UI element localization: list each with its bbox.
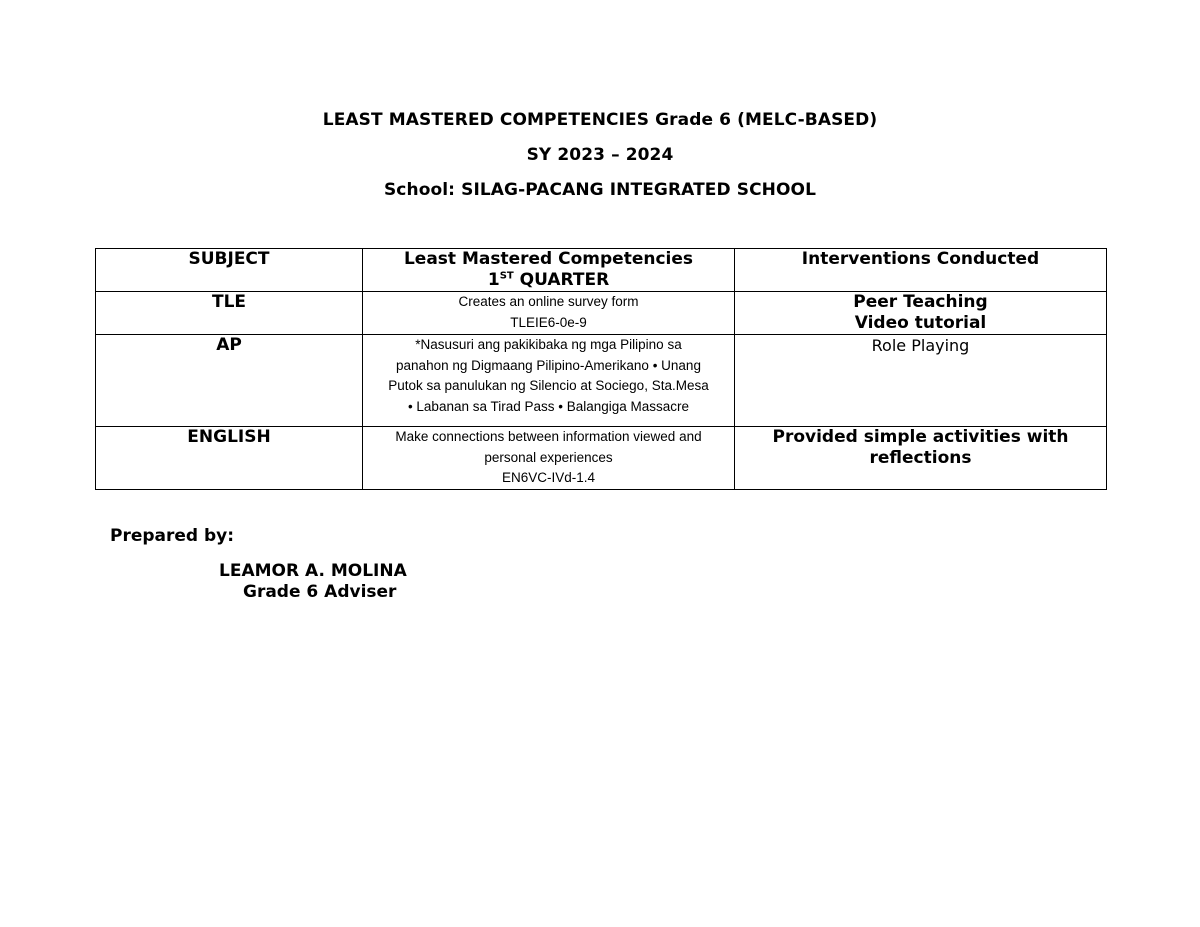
signer-role: Grade 6 Adviser xyxy=(243,582,397,602)
competency-cell xyxy=(363,335,735,427)
header-interventions-label: Interventions Conducted xyxy=(801,249,1040,269)
intervention-line: Video tutorial xyxy=(854,313,987,333)
competency-cell xyxy=(363,292,735,335)
competency-cell xyxy=(363,427,735,490)
intervention-cell xyxy=(735,292,1107,335)
competency-line: *Nasusuri ang pakikibaka ng mga Pilipino sa xyxy=(415,337,682,352)
competency-line: Creates an online survey form xyxy=(458,294,639,309)
quarter-word: QUARTER xyxy=(519,270,610,290)
header-competencies xyxy=(363,249,735,292)
signer-name: LEAMOR A. MOLINA xyxy=(219,561,407,581)
intervention-cell: Role Playing xyxy=(735,335,1107,427)
intervention-line: Provided simple activities with xyxy=(772,427,1069,447)
competency-code: EN6VC-IVd-1.4 xyxy=(501,470,596,485)
subject-cell: AP xyxy=(96,335,363,427)
intervention-cell xyxy=(735,427,1107,490)
quarter-ordinal: ST xyxy=(499,270,514,282)
table-row xyxy=(96,335,1107,427)
intervention-line: reflections xyxy=(869,448,972,468)
header-subject-label: SUBJECT xyxy=(188,249,270,269)
header-interventions xyxy=(735,249,1107,292)
table-row xyxy=(96,427,1107,490)
school-name: School: SILAG-PACANG INTEGRATED SCHOOL xyxy=(383,180,817,200)
competency-line: panahon ng Digmaang Pilipino-Amerikano • Unang xyxy=(396,357,701,373)
subject-cell: ENGLISH xyxy=(96,427,363,490)
document-title: LEAST MASTERED COMPETENCIES Grade 6 (MELC-BASED) xyxy=(322,110,878,130)
quarter-number: 1 xyxy=(487,270,500,290)
prepared-by-label: Prepared by: xyxy=(110,526,235,546)
header-subject xyxy=(96,249,363,292)
intervention-line: Peer Teaching xyxy=(853,292,988,312)
header-competencies-label: Least Mastered Competencies xyxy=(403,249,694,269)
competency-line: personal experiences xyxy=(484,449,613,465)
table-row xyxy=(96,292,1107,335)
competencies-table xyxy=(95,248,1107,490)
competency-code: TLEIE6-0e-9 xyxy=(510,314,587,330)
competency-line: • Labanan sa Tirad Pass • Balangiga Massacre xyxy=(407,398,690,414)
subject-cell: TLE xyxy=(96,292,363,335)
competency-line: Putok sa panulukan ng Silencio at Sociego, Sta.Mesa xyxy=(388,378,709,393)
table-header-row xyxy=(96,249,1107,292)
school-year: SY 2023 – 2024 xyxy=(526,145,674,165)
competency-line: Make connections between information viewed and xyxy=(395,429,702,444)
